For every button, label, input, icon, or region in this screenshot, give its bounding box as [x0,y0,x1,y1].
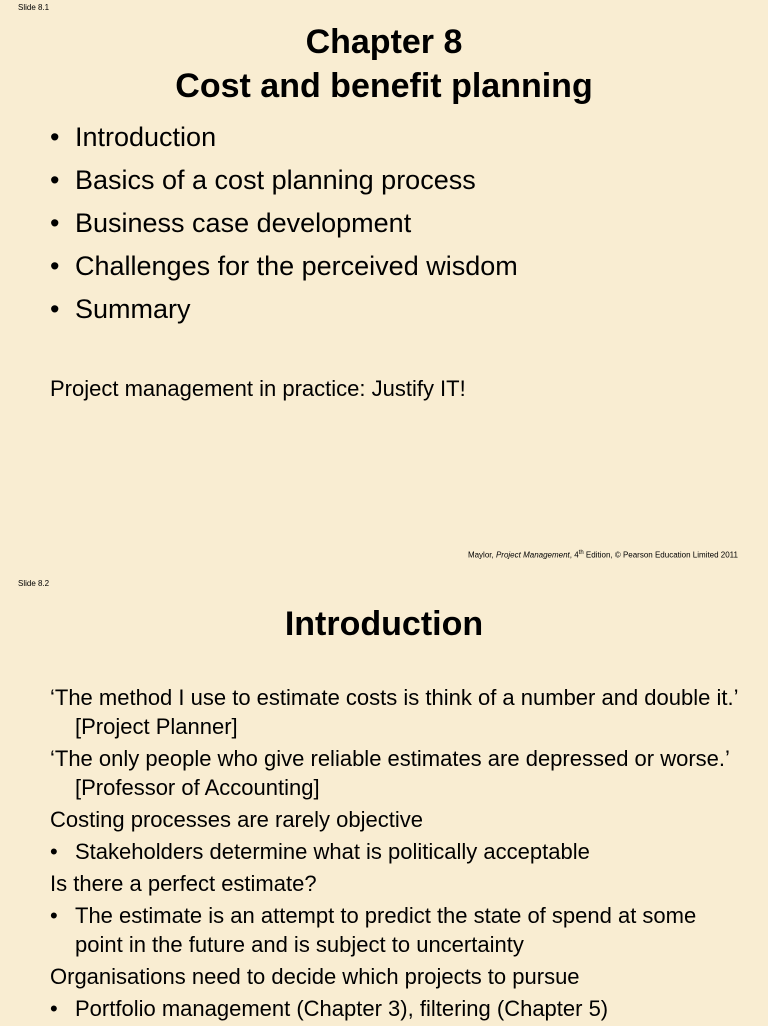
slide-label: Slide 8.1 [18,3,50,12]
list-item: • Basics of a cost planning process [50,159,518,202]
list-item: • Challenges for the perceived wisdom [50,245,518,288]
slide-title: Introduction [284,605,484,643]
copyright-footer [468,550,738,560]
slide-body [50,683,750,1026]
practice-note: Project management in practice: Justify IT! [50,376,466,401]
chapter-heading: Chapter 8 [305,23,463,61]
list-item: • Business case development [50,202,518,245]
chapter-title: Cost and benefit planning [175,67,593,105]
list-item: • Summary [50,288,518,331]
sub-bullet: • Stakeholders determine what is politically acceptable [50,837,750,866]
body-point: Costing processes are rarely objective [50,807,423,832]
footer-publisher: Edition, © Pearson Education Limited 2011 [583,550,738,560]
footer-book: Project Management [495,550,570,560]
footer-edition: , 4 [569,550,579,560]
sub-bullet: • Portfolio management (Chapter 3), filtering (Chapter 5) [50,994,750,1023]
quote-professor: ‘The only people who give reliable estimates are depressed or worse.’ [Professor of Accounting] [50,746,730,800]
body-point: Organisations need to decide which projects to pursue [50,964,580,989]
contents-list [50,116,518,331]
list-item: • Introduction [50,116,518,159]
body-point: Is there a perfect estimate? [50,871,317,896]
slide-label: Slide 8.2 [18,579,50,588]
sub-bullet: • The estimate is an attempt to predict the state of spend at some point in the future and is subject to uncertainty [50,901,750,959]
footer-edition-sup: th [578,550,584,556]
footer-author: Maylor, [467,550,496,560]
quote-project-planner: ‘The method I use to estimate costs is think of a number and double it.’ [Project Planner] [50,685,738,739]
slide-title [0,20,768,108]
